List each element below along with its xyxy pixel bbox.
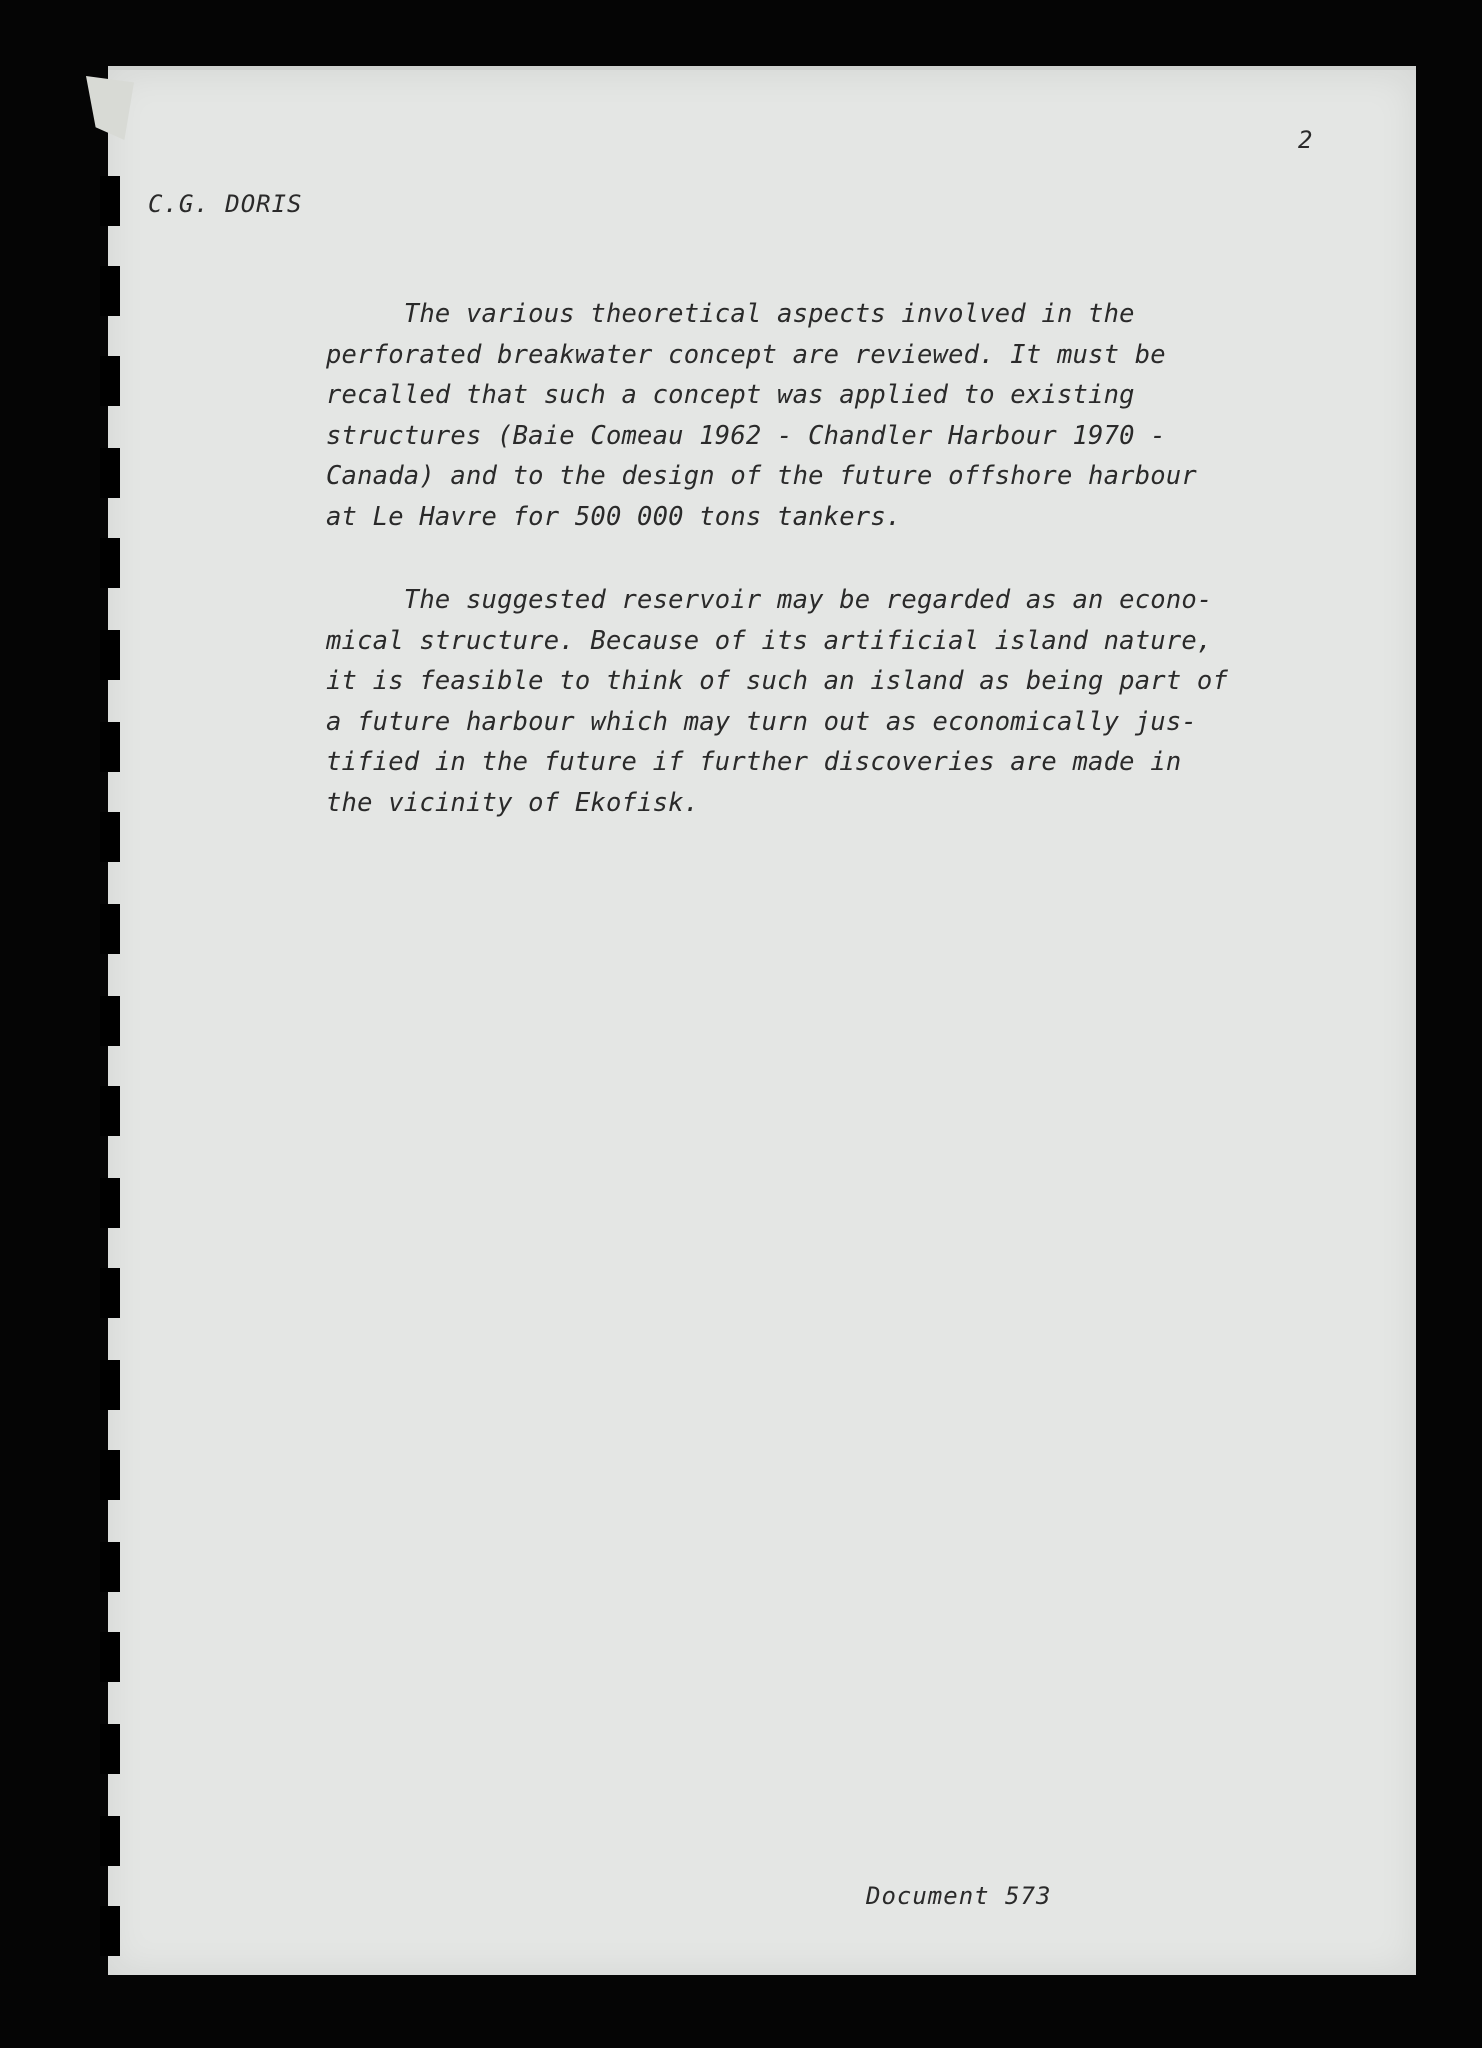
punch-hole — [100, 1816, 120, 1866]
punch-hole — [100, 448, 120, 498]
punch-hole — [100, 1268, 120, 1318]
punch-hole — [100, 1360, 120, 1410]
page-number: 2 — [1298, 126, 1313, 154]
paragraph-2: The suggested reservoir may be regarded as an econo- mical structure. Because of its artificial island nature, it is feasible to think of such an island as being part of a future harbour which may turn out as economically jus- tified in the future if further discoveries are made in the vicinity of Ekofisk. — [326, 585, 1229, 818]
punch-hole — [100, 1178, 120, 1228]
punch-hole — [100, 630, 120, 680]
paragraph-1: The various theoretical aspects involved in the perforated breakwater concept are reviewed. It must be recalled that such a concept was applied to existing structures (Baie Comeau 1962 - Chandler Harbour 1970 - Canada) and to the design of the future offshore harbour at Le Havre for 500 000 tons tankers. — [326, 299, 1197, 532]
punch-hole — [100, 356, 120, 406]
punch-hole — [100, 1724, 120, 1774]
punch-hole — [100, 538, 120, 588]
punch-hole — [100, 1632, 120, 1682]
punch-hole — [100, 1086, 120, 1136]
punch-hole — [100, 266, 120, 316]
document-label: Document 573 — [866, 1882, 1052, 1910]
punch-hole — [100, 1906, 120, 1956]
punch-hole — [100, 996, 120, 1046]
punch-hole — [100, 722, 120, 772]
organization-header: C.G. DORIS — [148, 190, 303, 218]
punch-hole — [100, 904, 120, 954]
punch-hole — [100, 176, 120, 226]
punch-hole — [100, 812, 120, 862]
punch-hole — [100, 1450, 120, 1500]
punch-hole — [100, 1542, 120, 1592]
